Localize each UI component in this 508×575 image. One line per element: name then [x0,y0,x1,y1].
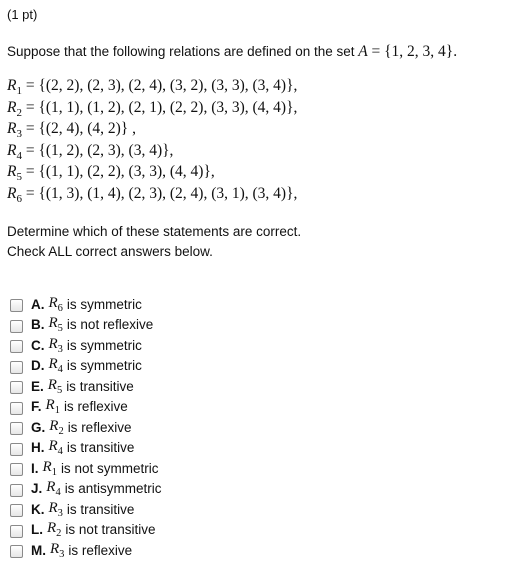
set-value: = {1, 2, 3, 4}. [371,43,458,60]
relation-definition: = {(1, 3), (1, 4), (2, 3), (2, 4), (3, 1), (3, 4)}, [25,184,298,202]
relation-r2 [7,97,297,119]
option-text: is reflexive [68,542,133,558]
option-d[interactable] [10,356,161,377]
option-text: is not reflexive [66,317,154,333]
relation-subscript: 5 [16,171,22,184]
option-letter: G. [31,419,46,435]
option-relation: $R_4$ [46,479,61,499]
option-relation: $R_5$ [48,315,63,335]
option-l[interactable] [10,520,161,541]
relation-definition: = {(2, 4), (4, 2)} , [25,120,136,137]
option-relation: $R_2$ [49,417,64,437]
option-checkbox[interactable] [10,545,23,558]
option-checkbox[interactable] [10,320,23,333]
option-g[interactable] [10,417,161,438]
option-relation: $R_4$ [48,356,63,376]
relation-r1 [7,75,297,97]
option-b[interactable] [10,315,161,336]
answer-options [10,294,161,561]
option-checkbox[interactable] [10,381,23,394]
option-text: is transitive [66,501,135,517]
problem-statement [7,43,457,61]
option-text: is not transitive [65,522,156,538]
relation-r5 [7,161,297,183]
option-letter: M. [31,542,46,558]
option-checkbox[interactable] [10,443,23,456]
option-checkbox[interactable] [10,504,23,517]
relation-symbol: R [7,141,17,159]
option-letter: I. [31,460,39,476]
option-letter: L. [31,522,43,538]
option-relation: $R_1$ [45,397,60,417]
instructions-line-1: Determine which of these statements are correct. [7,224,302,239]
option-relation: $R_6$ [48,294,63,314]
option-letter: E. [31,378,44,394]
relation-symbol: R [7,163,17,180]
option-text: is symmetric [66,337,142,353]
relation-symbol: R [7,98,17,116]
option-i[interactable] [10,458,161,479]
relation-symbol: R [7,184,17,202]
relation-r4 [7,140,297,162]
relation-subscript: 3 [16,128,22,141]
option-letter: H. [31,440,45,456]
option-checkbox[interactable] [10,361,23,374]
option-j[interactable] [10,479,161,500]
option-text: is antisymmetric [64,481,162,497]
option-letter: K. [31,501,45,517]
option-relation: $R_2$ [47,520,62,540]
relation-subscript: 1 [16,85,22,98]
relation-r3 [7,118,297,140]
option-c[interactable] [10,335,161,356]
relation-definition: = {(1, 1), (2, 2), (3, 3), (4, 4)}, [25,163,215,180]
set-name: A [358,43,368,60]
option-letter: A. [31,296,45,312]
option-letter: B. [31,317,45,333]
option-f[interactable] [10,397,161,418]
relation-subscript: 6 [16,192,22,205]
instructions-line-2: Check ALL correct answers below. [7,244,213,259]
option-relation: $R_5$ [47,376,63,396]
option-relation: $R_3$ [50,540,65,560]
option-checkbox[interactable] [10,340,23,353]
option-a[interactable] [10,294,161,315]
relations-list [7,75,297,204]
relation-subscript: 4 [16,149,22,162]
option-checkbox[interactable] [10,484,23,497]
option-text: is reflexive [67,419,132,435]
option-text: is not symmetric [60,460,159,476]
option-letter: D. [31,358,45,374]
relation-symbol: R [7,120,17,137]
instructions [7,222,301,262]
option-h[interactable] [10,438,161,459]
option-text: is transitive [66,440,135,456]
relation-definition: = {(2, 2), (2, 3), (2, 4), (3, 2), (3, 3), (3, 4)}, [25,77,298,94]
option-text: is transitive [66,378,134,394]
option-text: is symmetric [66,358,142,374]
points-label: (1 pt) [7,7,38,22]
option-relation: $R_4$ [48,438,63,458]
option-checkbox[interactable] [10,525,23,538]
option-relation: $R_1$ [42,458,57,478]
option-checkbox[interactable] [10,463,23,476]
option-letter: C. [31,337,45,353]
option-checkbox[interactable] [10,402,23,415]
option-e[interactable] [10,376,161,397]
relation-subscript: 2 [16,106,22,119]
relation-symbol: R [7,77,17,94]
option-relation: $R_3$ [48,499,63,519]
option-checkbox[interactable] [10,299,23,312]
relation-r6 [7,183,297,205]
option-k[interactable] [10,499,161,520]
option-text: is reflexive [63,399,128,415]
relation-definition: = {(1, 1), (1, 2), (2, 1), (2, 2), (3, 3), (4, 4)}, [25,98,298,116]
intro-text: Suppose that the following relations are defined on the set [7,44,359,59]
option-m[interactable] [10,540,161,561]
relation-definition: = {(1, 2), (2, 3), (3, 4)}, [25,141,174,159]
option-text: is symmetric [66,296,142,312]
option-letter: J. [31,481,43,497]
option-relation: $R_3$ [48,335,63,355]
option-checkbox[interactable] [10,422,23,435]
option-letter: F. [31,399,42,415]
